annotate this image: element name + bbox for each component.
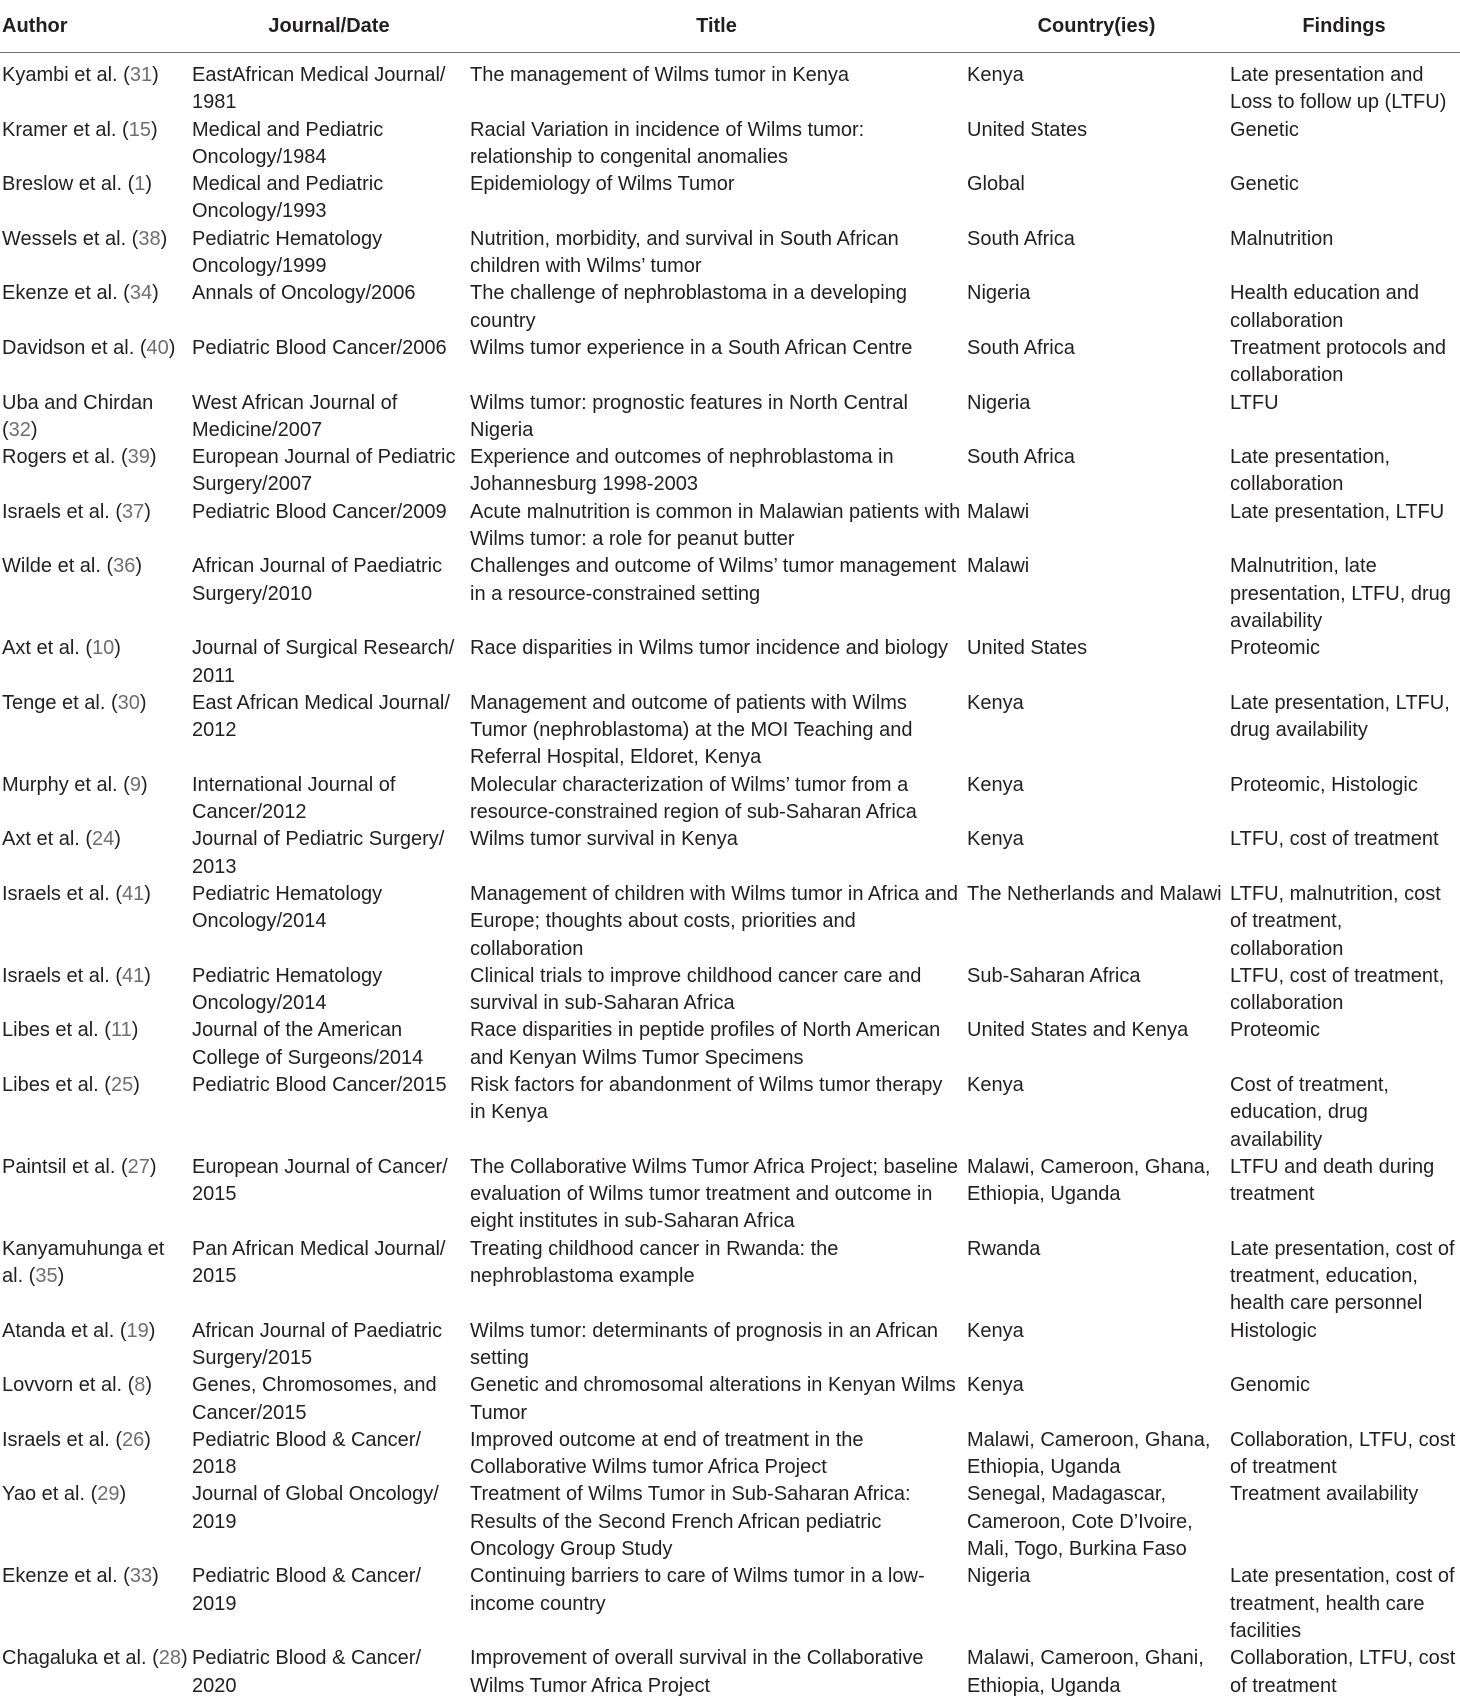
country-cell: Nigeria: [967, 1565, 1031, 1588]
reference-link[interactable]: 35: [35, 1265, 58, 1288]
reference-link[interactable]: 8: [134, 1374, 146, 1397]
author-name: Uba and Chirdan: [2, 391, 154, 414]
reference-link[interactable]: 32: [8, 418, 31, 441]
country-cell: Kenya: [967, 1374, 1024, 1397]
findings-cell: Late presentation, collaboration: [1230, 446, 1391, 496]
author-name: Axt et al.: [2, 637, 80, 660]
author-name: Israels et al.: [2, 964, 110, 987]
country-cell: The Netherlands and Malawi: [967, 882, 1222, 905]
country-cell: Global: [967, 173, 1025, 196]
country-cell: Kenya: [967, 828, 1024, 851]
reference-link[interactable]: 19: [126, 1319, 149, 1342]
findings-cell: Treatment availability: [1230, 1483, 1419, 1506]
title-cell: Continuing barriers to care of Wilms tumor in a low-income country: [470, 1565, 925, 1615]
findings-cell: Treatment protocols and collaboration: [1230, 336, 1447, 387]
table-row: [0, 226, 1460, 281]
findings-cell: Late presentation, LTFU, drug availability: [1230, 691, 1450, 742]
table-row: [0, 390, 1460, 445]
author-cell: Breslow et al. (1): [2, 173, 153, 196]
journal-cell: European Journal of Cancer/ 2015: [192, 1155, 448, 1206]
author-name: Israels et al.: [2, 1428, 110, 1451]
table-row: [0, 1072, 1460, 1154]
author-cell: Murphy et al. (9): [2, 773, 148, 796]
title-cell: Treating childhood cancer in Rwanda: the nephroblastoma example: [470, 1237, 839, 1288]
journal-cell: Journal of Global Oncology/ 2019: [192, 1483, 439, 1533]
table-row: [0, 826, 1460, 881]
table-row: [0, 1154, 1460, 1236]
journal-cell: Journal of Surgical Research/ 2011: [192, 637, 455, 687]
findings-cell: Genetic: [1230, 173, 1299, 196]
title-cell: Racial Variation in incidence of Wilms tumor: relationship to congenital anomalies: [470, 118, 865, 168]
country-cell: Kenya: [967, 691, 1024, 714]
reference-link[interactable]: 10: [92, 637, 115, 660]
title-cell: Management of children with Wilms tumor in Africa and Europe; thoughts about costs, priorities and collaboration: [470, 882, 958, 960]
author-cell: Kramer et al. (15): [2, 118, 158, 141]
author-name: Ekenze et al.: [2, 1565, 118, 1588]
author-cell: Tenge et al. (30): [2, 691, 147, 714]
country-cell: Malawi: [967, 500, 1030, 523]
country-cell: South Africa: [967, 446, 1075, 469]
findings-cell: Collaboration, LTFU, cost of treatment: [1230, 1647, 1456, 1697]
journal-cell: Pediatric Blood & Cancer/ 2020: [192, 1647, 422, 1697]
title-cell: Molecular characterization of Wilms’ tumor from a resource-constrained region of sub-Saharan Africa: [470, 773, 917, 824]
table-row: [0, 1427, 1460, 1482]
author-cell: Chagaluka et al. (28): [2, 1647, 188, 1670]
reference-link[interactable]: 1: [134, 173, 146, 196]
author-name: Yao et al.: [2, 1483, 86, 1506]
findings-cell: LTFU and death during treatment: [1230, 1155, 1435, 1206]
author-cell: Wilde et al. (36): [2, 555, 143, 578]
findings-cell: Malnutrition: [1230, 227, 1334, 250]
author-name: Libes et al.: [2, 1073, 99, 1096]
country-cell: Kenya: [967, 773, 1024, 796]
country-cell: Malawi: [967, 555, 1030, 578]
author-name: Kramer et al.: [2, 118, 117, 141]
reference-link[interactable]: 39: [127, 446, 150, 469]
journal-cell: Genes, Chromosomes, and Cancer/2015: [192, 1374, 437, 1424]
country-cell: Sub-Saharan Africa: [967, 964, 1141, 987]
author-name: Lovvorn et al.: [2, 1374, 123, 1397]
country-cell: United States and Kenya: [967, 1019, 1189, 1042]
findings-cell: Cost of treatment, education, drug availability: [1230, 1073, 1389, 1151]
findings-cell: Late presentation and Loss to follow up (LTFU): [1230, 64, 1447, 114]
author-cell: Ekenze et al. (34): [2, 282, 159, 305]
table-row: [0, 881, 1460, 963]
country-cell: Kenya: [967, 1073, 1024, 1096]
journal-cell: West African Journal of Medicine/2007: [192, 391, 398, 441]
findings-cell: Late presentation, cost of treatment, health care facilities: [1230, 1565, 1455, 1642]
journal-cell: Pan African Medical Journal/ 2015: [192, 1237, 446, 1288]
journal-cell: International Journal of Cancer/2012: [192, 773, 396, 824]
author-name: Axt et al.: [2, 828, 80, 851]
reference-link[interactable]: 37: [122, 500, 145, 523]
header-author: Author: [0, 0, 190, 53]
findings-cell: Collaboration, LTFU, cost of treatment: [1230, 1428, 1456, 1479]
findings-cell: Genomic: [1230, 1374, 1311, 1397]
title-cell: The management of Wilms tumor in Kenya: [470, 64, 850, 86]
journal-cell: African Journal of Paediatric Surgery/2010: [192, 555, 443, 605]
title-cell: Clinical trials to improve childhood cancer care and survival in sub-Saharan Africa: [470, 964, 922, 1015]
header-findings: Findings: [1228, 0, 1460, 53]
author-cell: Israels et al. (41): [2, 882, 151, 905]
journal-cell: Medical and Pediatric Oncology/1993: [192, 173, 384, 223]
journal-cell: Pediatric Hematology Oncology/1999: [192, 227, 383, 278]
title-cell: The Collaborative Wilms Tumor Africa Project; baseline evaluation of Wilms tumor treatment and outcome in eight institutes in sub-Saharan Africa: [470, 1155, 958, 1233]
title-cell: The challenge of nephroblastoma in a developing country: [470, 282, 907, 332]
author-name: Wilde et al.: [2, 555, 101, 578]
table-row: [0, 1318, 1460, 1373]
author-name: Paintsil et al.: [2, 1155, 116, 1178]
reference-link[interactable]: 41: [122, 964, 145, 987]
findings-cell: Proteomic: [1230, 1019, 1321, 1042]
author-name: Kanyamuhunga et al.: [2, 1237, 165, 1288]
findings-cell: Malnutrition, late presentation, LTFU, drug availability: [1230, 555, 1451, 632]
title-cell: Management and outcome of patients with Wilms Tumor (nephroblastoma) at the MOI Teaching and Referral Hospital, Eldoret, Kenya: [470, 691, 913, 769]
country-cell: Nigeria: [967, 282, 1031, 305]
journal-cell: European Journal of Pediatric Surgery/2007: [192, 446, 456, 496]
author-name: Murphy et al.: [2, 773, 118, 796]
author-name: Israels et al.: [2, 882, 110, 905]
country-cell: South Africa: [967, 336, 1075, 359]
author-name: Israels et al.: [2, 500, 110, 523]
author-name: Chagaluka et al.: [2, 1647, 147, 1670]
reference-link[interactable]: 27: [127, 1155, 150, 1178]
author-name: Kyambi et al.: [2, 64, 118, 86]
reference-link[interactable]: 30: [117, 691, 140, 714]
author-cell: Israels et al. (26): [2, 1428, 151, 1451]
journal-cell: East African Medical Journal/ 2012: [192, 691, 450, 742]
author-cell: Ekenze et al. (33): [2, 1565, 159, 1588]
findings-cell: LTFU: [1230, 391, 1279, 414]
country-cell: South Africa: [967, 227, 1075, 250]
reference-link[interactable]: 34: [129, 282, 153, 305]
header-journal: Journal/Date: [190, 0, 468, 53]
reference-link[interactable]: 28: [158, 1647, 182, 1670]
findings-cell: Late presentation, cost of treatment, education, health care personnel: [1230, 1237, 1455, 1315]
title-cell: Improved outcome at end of treatment in the Collaborative Wilms tumor Africa Project: [470, 1428, 864, 1479]
title-cell: Wilms tumor survival in Kenya: [470, 828, 738, 851]
header-row: [0, 0, 1460, 53]
author-name: Davidson et al.: [2, 336, 135, 359]
country-cell: Malawi, Cameroon, Ghani, Ethiopia, Uganda: [967, 1647, 1204, 1697]
table-row: [0, 690, 1460, 772]
title-cell: Epidemiology of Wilms Tumor: [470, 173, 735, 196]
table-row: [0, 280, 1460, 335]
table-row: [0, 1563, 1460, 1645]
author-cell: Israels et al. (41): [2, 964, 151, 987]
author-cell: Kanyamuhunga et al. (35): [2, 1237, 165, 1288]
author-name: Libes et al.: [2, 1019, 99, 1042]
journal-cell: Annals of Oncology/2006: [192, 282, 416, 305]
journal-cell: Pediatric Blood & Cancer/ 2018: [192, 1428, 422, 1479]
table-row: [0, 772, 1460, 827]
findings-cell: LTFU, cost of treatment, collaboration: [1230, 964, 1445, 1015]
table-row: [0, 499, 1460, 554]
author-cell: Wessels et al. (38): [2, 227, 168, 250]
reference-link[interactable]: 24: [92, 828, 115, 851]
title-cell: Race disparities in Wilms tumor incidence and biology: [470, 637, 948, 660]
author-cell: Atanda et al. (19): [2, 1319, 156, 1342]
author-cell: Yao et al. (29): [2, 1483, 127, 1506]
title-cell: Genetic and chromosomal alterations in Kenyan Wilms Tumor: [470, 1374, 956, 1424]
reference-link[interactable]: 9: [129, 773, 141, 796]
table-row: [0, 335, 1460, 390]
findings-cell: Late presentation, LTFU: [1230, 500, 1445, 523]
author-cell: Libes et al. (11): [2, 1019, 139, 1042]
author-cell: Libes et al. (25): [2, 1073, 140, 1096]
country-cell: Kenya: [967, 64, 1024, 86]
country-cell: Malawi, Cameroon, Ghana, Ethiopia, Uganda: [967, 1428, 1211, 1479]
author-name: Breslow et al.: [2, 173, 123, 196]
title-cell: Race disparities in peptide profiles of North American and Kenyan Wilms Tumor Specimens: [470, 1019, 941, 1069]
author-cell: Uba and Chirdan (32): [2, 391, 154, 441]
reference-link[interactable]: 40: [146, 336, 169, 359]
journal-cell: Journal of the American College of Surgeons/2014: [192, 1019, 424, 1069]
reference-link[interactable]: 26: [122, 1428, 145, 1451]
reference-link[interactable]: 11: [110, 1019, 132, 1042]
author-cell: Axt et al. (10): [2, 637, 121, 660]
author-name: Atanda et al.: [2, 1319, 115, 1342]
table-row: [0, 1645, 1460, 1700]
table-row: [0, 553, 1460, 635]
table-row: [0, 444, 1460, 499]
author-cell: Lovvorn et al. (8): [2, 1374, 153, 1397]
reference-link[interactable]: 38: [138, 227, 161, 250]
title-cell: Risk factors for abandonment of Wilms tumor therapy in Kenya: [470, 1073, 943, 1124]
title-cell: Nutrition, morbidity, and survival in South African children with Wilms’ tumor: [470, 227, 899, 278]
author-name: Rogers et al.: [2, 446, 116, 469]
header-country: Country(ies): [965, 0, 1228, 53]
journal-cell: Journal of Pediatric Surgery/ 2013: [192, 828, 445, 878]
findings-cell: Genetic: [1230, 118, 1299, 141]
table-row: [0, 171, 1460, 226]
table-body: [0, 53, 1460, 1700]
title-cell: Challenges and outcome of Wilms’ tumor management in a resource-constrained setting: [470, 555, 957, 605]
reference-link[interactable]: 36: [113, 555, 136, 578]
author-cell: Rogers et al. (39): [2, 446, 157, 469]
country-cell: Senegal, Madagascar, Cameroon, Cote D’Ivoire, Mali, Togo, Burkina Faso: [967, 1483, 1193, 1561]
table-header: [0, 0, 1460, 53]
table-row: [0, 1372, 1460, 1427]
table-row: [0, 117, 1460, 172]
journal-cell: EastAfrican Medical Journal/ 1981: [192, 64, 446, 114]
country-cell: Nigeria: [967, 391, 1031, 414]
country-cell: Malawi, Cameroon, Ghana, Ethiopia, Uganda: [967, 1155, 1211, 1206]
table-row: [0, 963, 1460, 1018]
author-name: Tenge et al.: [2, 691, 106, 714]
author-name: Wessels et al.: [2, 227, 127, 250]
journal-cell: Pediatric Blood Cancer/2015: [192, 1073, 447, 1096]
reference-link[interactable]: 15: [128, 118, 151, 141]
country-cell: United States: [967, 637, 1088, 660]
findings-cell: LTFU, cost of treatment: [1230, 828, 1439, 851]
title-cell: Treatment of Wilms Tumor in Sub-Saharan Africa: Results of the Second French African pediatric Oncology Group Study: [470, 1483, 911, 1561]
table-row: [0, 635, 1460, 690]
journal-cell: African Journal of Paediatric Surgery/2015: [192, 1319, 443, 1369]
title-cell: Wilms tumor: determinants of prognosis in an African setting: [470, 1319, 938, 1369]
author-cell: Israels et al. (37): [2, 500, 151, 523]
table-row: [0, 1017, 1460, 1072]
findings-cell: LTFU, malnutrition, cost of treatment, collaboration: [1230, 882, 1441, 960]
reference-link[interactable]: 25: [110, 1073, 134, 1096]
title-cell: Wilms tumor: prognostic features in North Central Nigeria: [470, 391, 908, 441]
journal-cell: Medical and Pediatric Oncology/1984: [192, 118, 384, 168]
table-row: [0, 1236, 1460, 1318]
title-cell: Acute malnutrition is common in Malawian patients with Wilms tumor: a role for peanut butter: [470, 500, 961, 551]
country-cell: Kenya: [967, 1319, 1024, 1342]
author-cell: Axt et al. (24): [2, 828, 121, 851]
reference-link[interactable]: 41: [122, 882, 145, 905]
journal-cell: Pediatric Blood & Cancer/ 2019: [192, 1565, 422, 1615]
title-cell: Experience and outcomes of nephroblastoma in Johannesburg 1998-2003: [470, 446, 894, 496]
journal-cell: Pediatric Hematology Oncology/2014: [192, 964, 383, 1015]
findings-cell: Health education and collaboration: [1230, 282, 1420, 332]
journal-cell: Pediatric Hematology Oncology/2014: [192, 882, 383, 933]
findings-cell: Proteomic: [1230, 637, 1321, 660]
author-cell: Paintsil et al. (27): [2, 1155, 157, 1178]
author-cell: Kyambi et al. (31): [2, 64, 159, 86]
findings-cell: Proteomic, Histologic: [1230, 773, 1418, 796]
country-cell: Rwanda: [967, 1237, 1041, 1260]
author-cell: Davidson et al. (40): [2, 336, 176, 359]
header-title: Title: [468, 0, 965, 53]
title-cell: Improvement of overall survival in the Collaborative Wilms Tumor Africa Project: [470, 1647, 924, 1697]
journal-cell: Pediatric Blood Cancer/2006: [192, 336, 447, 359]
table-row: [0, 1481, 1460, 1563]
findings-cell: Histologic: [1230, 1319, 1317, 1342]
journal-cell: Pediatric Blood Cancer/2009: [192, 500, 447, 523]
reference-link[interactable]: 31: [129, 64, 153, 86]
reference-link[interactable]: 29: [97, 1483, 120, 1506]
country-cell: United States: [967, 118, 1088, 141]
author-name: Ekenze et al.: [2, 282, 118, 305]
title-cell: Wilms tumor experience in a South African Centre: [470, 336, 913, 359]
reference-link[interactable]: 33: [129, 1565, 153, 1588]
table-row: [0, 53, 1460, 117]
